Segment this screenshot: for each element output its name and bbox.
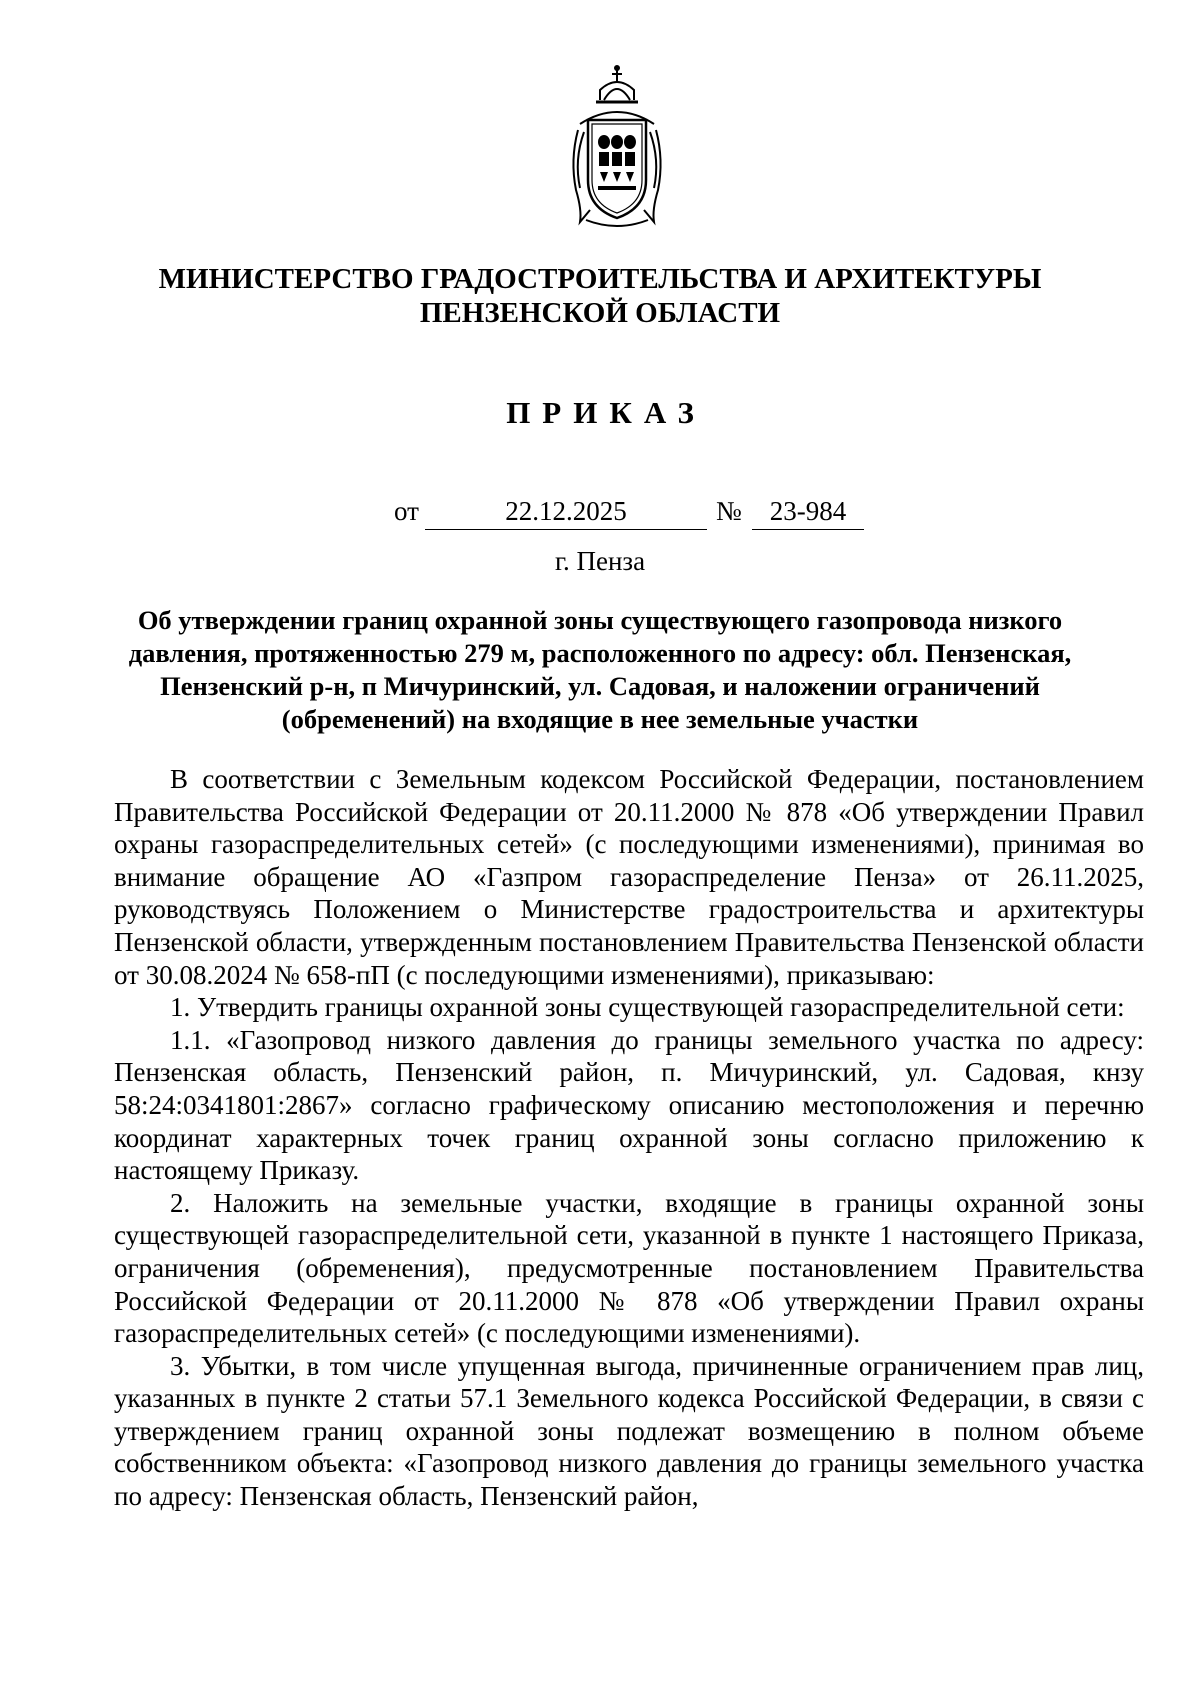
date-number-line [0,496,1200,532]
body-paragraph: 3. Убытки, в том числе упущенная выгода, причиненные ограничением прав лиц, указанных в пункте 2 статьи 57.1 Земельного кодекса Российской Федерации, в связи с утверждением границ охранной зоны подлежат возмещению в полном объеме собственником объекта: «Газопровод низкого давления до границы земельного участка по адресу: Пензенская область, Пензенский район, [114,1350,1144,1512]
document-subject: Об утверждении границ охранной зоны существующего газопровода низкого давления, протяженностью 279 м, расположенного по адресу: обл. Пензенская, Пензенский р-н, п Мичуринский, ул. Садовая, и наложении ограничений (обременений) на входящие в нее земельные участки [128,605,1072,734]
document-date: 22.12.2025 [425,496,707,530]
body-paragraph: В соответствии с Земельным кодексом Российской Федерации, постановлением Правительства Российской Федерации от 20.11.2000 № 878 «Об утверждении Правил охраны газораспределительных сетей» (с последующими изменениями), принимая во внимание обращение АО «Газпром газораспределение Пенза» от 26.11.2025, руководствуясь Положением о Министерстве градостроительства и архитектуры Пензенской области, утвержденным постановлением Правительства Пензенской области от 30.08.2024 № 658-пП (с последующими изменениями), приказываю: [114,764,1144,990]
document-type-title: ПРИКАЗ [506,395,706,430]
document-number: 23-984 [752,496,864,530]
body-paragraph: 2. Наложить на земельные участки, входящие в границы охранной зоны существующей газораспределительной сети, указанной в пункте 1 настоящего Приказа, ограничения (обременения), предусмотренные постановлением Правительства Российской Федерации от 20.11.2000 № 878 «Об утверждении Правил охраны газораспределительных сетей» (с последующими изменениями). [114,1187,1144,1349]
coat-of-arms-icon [560,60,674,230]
document-body [114,763,1144,1513]
from-label: от [394,496,419,526]
body-paragraph: 1.1. «Газопровод низкого давления до границы земельного участка по адресу: Пензенская область, Пензенский район, п. Мичуринский, ул. Садовая, кнзу 58:24:0341801:2867» согласно графическому описанию местоположения и перечню координат характерных точек границ охранной зоны согласно приложению к настоящему Приказу. [114,1024,1144,1186]
city-name: г. Пенза [554,546,646,576]
ministry-line-1: МИНИСТЕРСТВО ГРАДОСТРОИТЕЛЬСТВА И АРХИТЕКТУРЫ [158,263,1042,295]
body-paragraph: 1. Утвердить границы охранной зоны существующей газораспределительной сети: [170,992,1125,1023]
ministry-name [100,262,1100,330]
number-label: № [716,496,742,526]
ministry-line-2: ПЕНЗЕНСКОЙ ОБЛАСТИ [419,297,781,329]
